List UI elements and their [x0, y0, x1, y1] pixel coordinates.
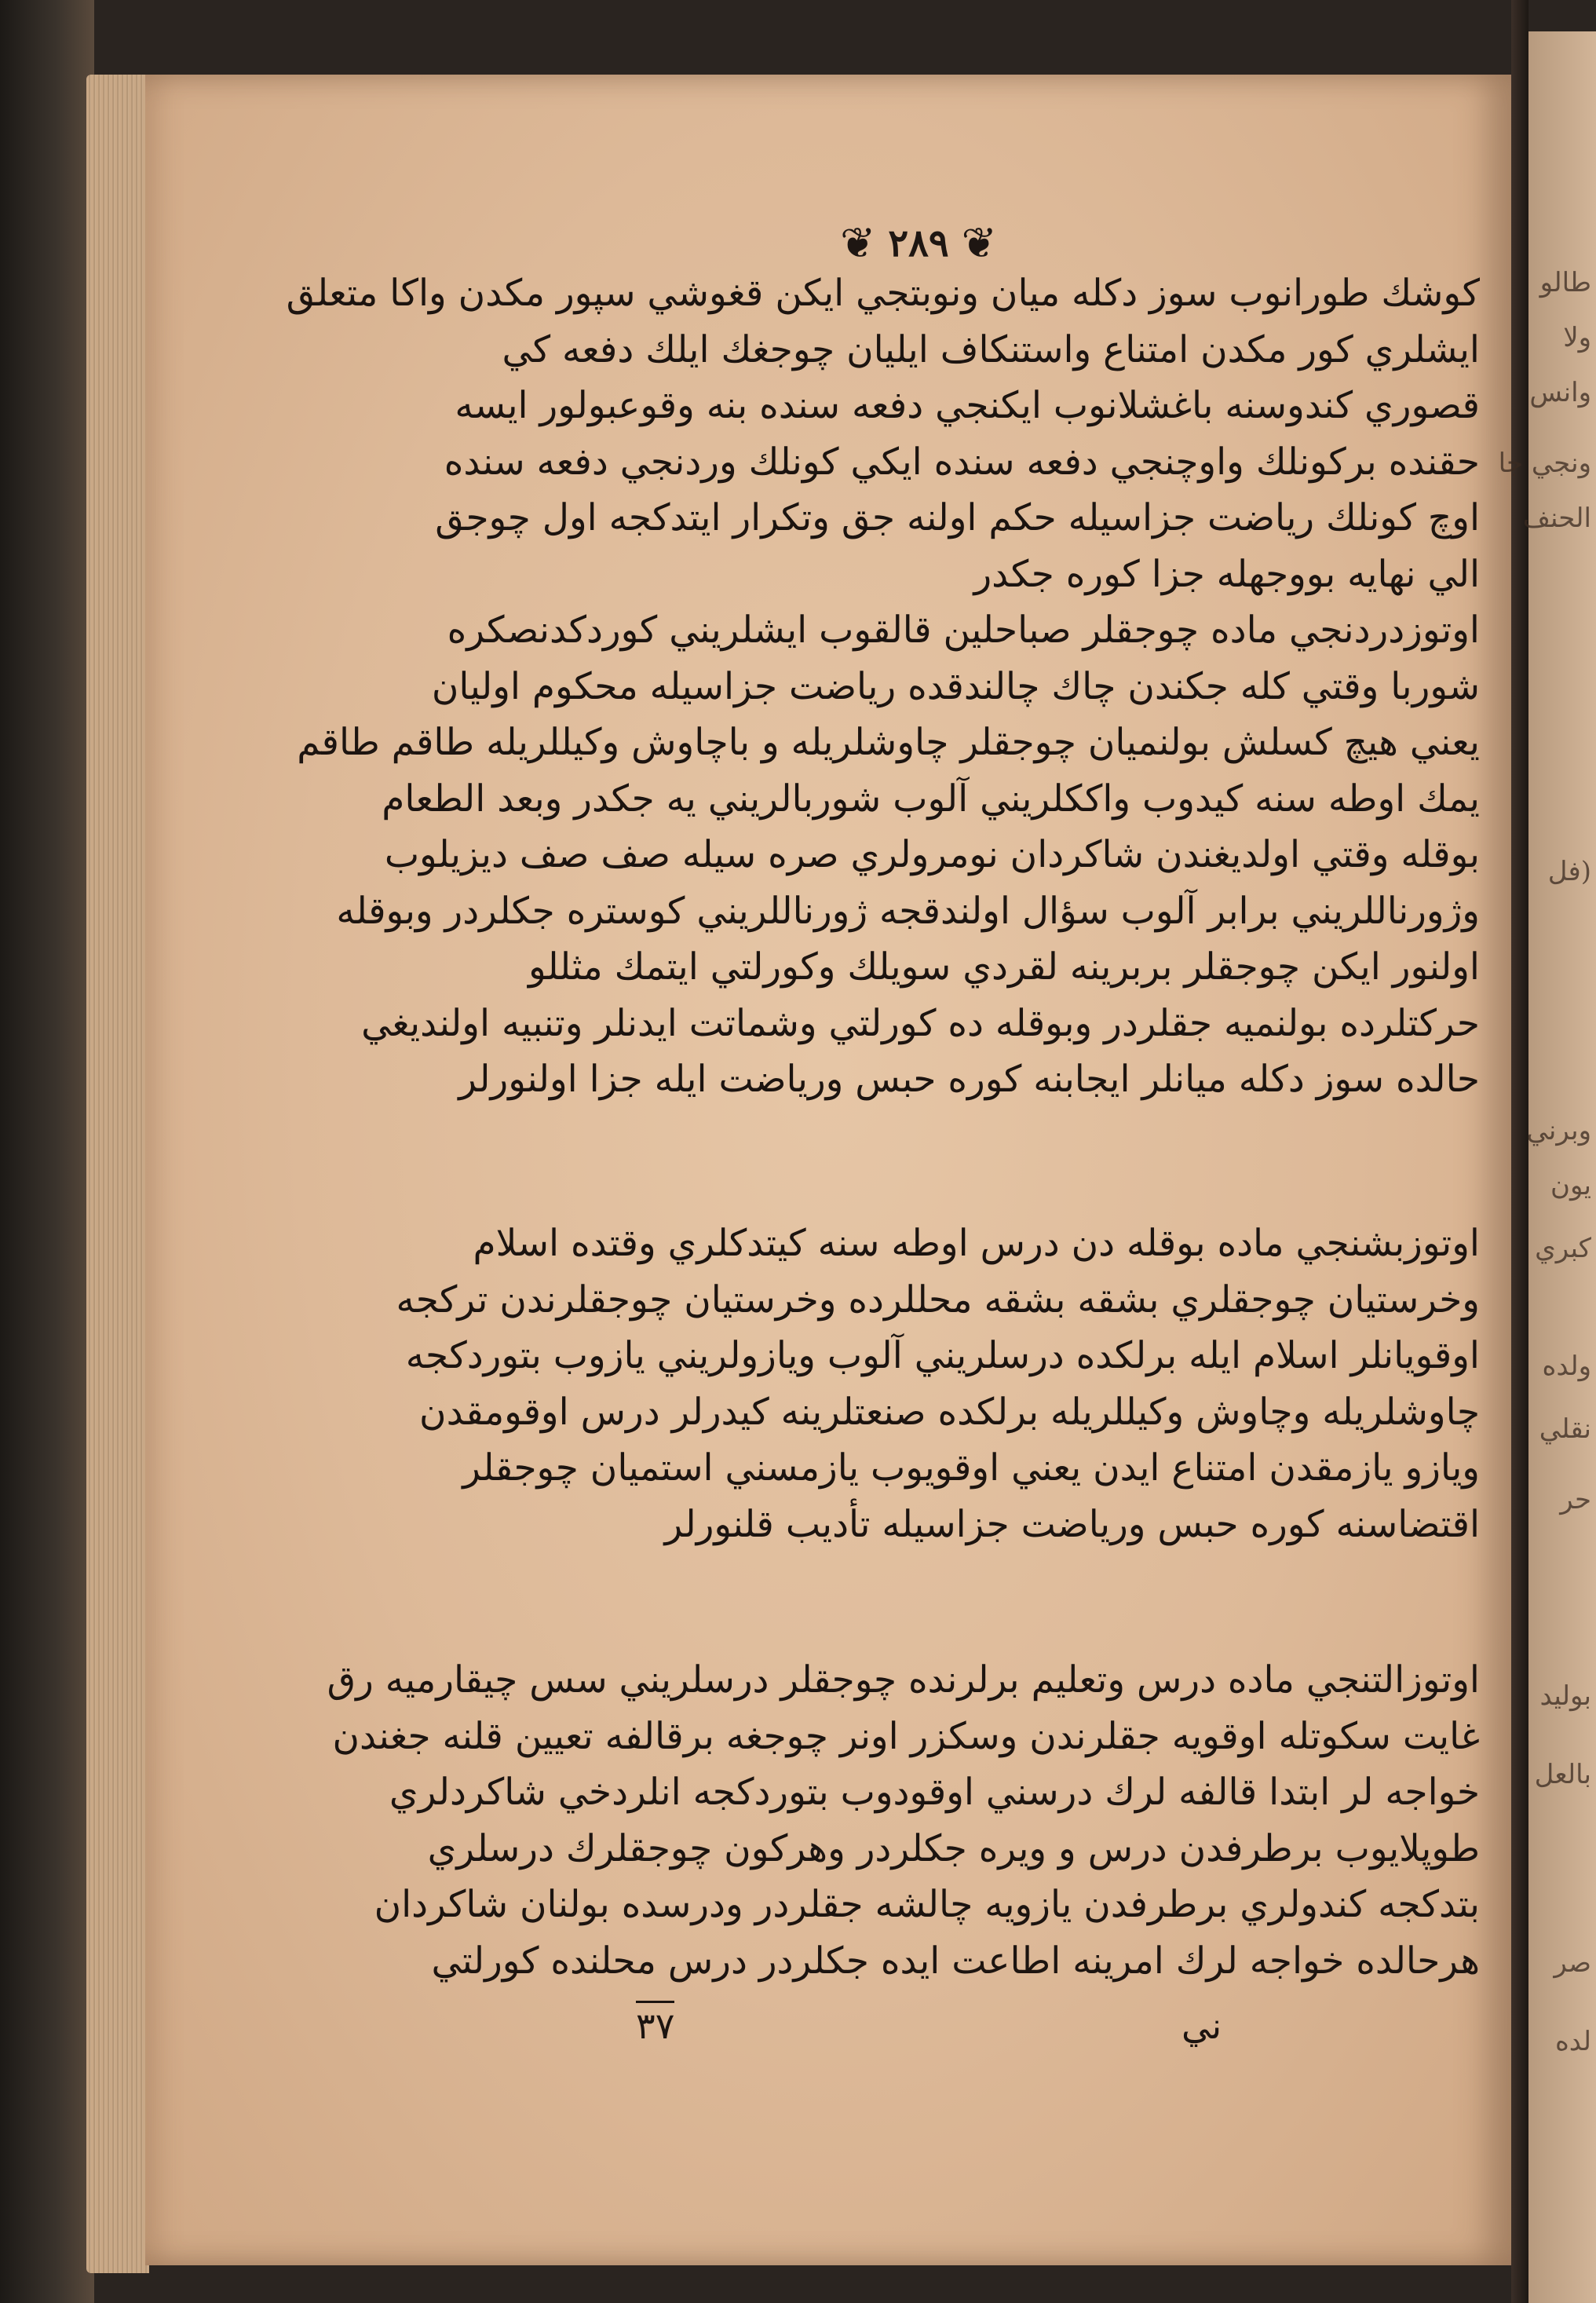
text-line: بوقله وقتي اولديغندن شاكردان نومرولري صره سيله صف صف ديزيلوب: [384, 833, 1480, 876]
adjacent-page-fragment: بوليد: [1539, 1680, 1591, 1712]
adjacent-page-fragment: نقلي: [1539, 1413, 1591, 1445]
ornament-right: ❦: [961, 218, 997, 268]
article-36-line: اوتوزالتنجي ماده درس وتعليم برلرنده چوجقلر درسلريني سس چيقارميه رق: [327, 1658, 1480, 1702]
adjacent-page-edge: [1498, 31, 1596, 2303]
adjacent-page-fragment: كبري: [1535, 1233, 1591, 1264]
adjacent-page-fragment: ولده: [1542, 1351, 1591, 1382]
text-line: خواجه لر ابتدا قالفه لرك درسني اوقودوب بتوردكجه انلردخي شاكردلري: [389, 1771, 1480, 1814]
book-gutter: [1511, 0, 1528, 2303]
adjacent-page-fragment: صر: [1554, 1947, 1591, 1979]
text-line: هرحالده خواجه لرك امرينه اطاعت ايده جكلردر درس محلنده كورلتي: [431, 1939, 1480, 1983]
text-line: شوربا وقتي كله جكندن چاك چالندقده رياضت جزاسيله محكوم اوليان: [431, 664, 1480, 708]
text-line: قصوري كندوسنه باغشلانوب ايكنجي دفعه سنده بنه وقوعبولور ايسه: [455, 384, 1480, 427]
text-line: اقتضاسنه كوره حبس ورياضت جزاسيله تأديب قلنورلر: [664, 1502, 1480, 1546]
adjacent-page-fragment: طالو: [1539, 267, 1591, 298]
text-line: غايت سكوتله اوقويه جقلرندن وسكزر اونر چوجغه برقالفه تعيين قلنه جغندن: [332, 1714, 1480, 1758]
ornament-left: ❦: [840, 218, 876, 268]
text-line: ويازو يازمقدن امتناع ايدن يعني اوقويوب يازمسني استميان چوجقلر: [462, 1446, 1480, 1490]
adjacent-page-fragment: حر: [1560, 1484, 1591, 1515]
text-line: اولنور ايكن چوجقلر بربرينه لقردي سويلك وكورلتي ايتمك مثللو: [528, 945, 1480, 989]
text-line: حركتلرده بولنميه جقلردر وبوقله ده كورلتي وشماتت ايدنلر وتنبيه اولنديغي: [361, 1001, 1480, 1045]
text-line: طوپلايوب برطرفدن درس و ويره جكلردر وهركون چوجقلرك درسلري: [427, 1826, 1480, 1870]
signature-mark: ٣٧: [636, 2001, 674, 2047]
text-line: حالده سوز دكله ميانلر ايجابنه كوره حبس ورياضت ايله جزا اولنورلر: [458, 1058, 1480, 1101]
article-36-block: [327, 1652, 1480, 1989]
text-line: يمك اوطه سنه كيدوب واككلريني آلوب شوربالريني يه جكدر وبعد الطعام: [382, 777, 1480, 821]
article-35-block: [373, 1215, 1480, 1552]
adjacent-page-fragment: وانس: [1529, 377, 1591, 408]
adjacent-page-fragment: ولا: [1563, 322, 1591, 353]
text-line: اوچ كونلك رياضت جزاسيله حكم اولنه جق وتكرار ايتدكجه اول چوجق: [435, 496, 1480, 539]
page-edges: [86, 75, 149, 2273]
adjacent-page-fragment: بالعل: [1534, 1759, 1591, 1790]
scan-background-left: [0, 0, 94, 2303]
text-line: يعني هيچ كسلش بولنميان چوجقلر چاوشلريله و باچاوش وكيللريله طاقم طاقم: [297, 721, 1480, 764]
text-line: كوشك طورانوب سوز دكله ميان ونوبتجي ايكن قغوشي سپور مكدن واكا متعلق: [286, 272, 1480, 315]
article-35-line: اوتوزبشنجي ماده بوقله دن درس اوطه سنه كيتدكلري وقتده اسلام: [473, 1222, 1480, 1265]
text-line: چاوشلريله وچاوش وكيللريله برلكده صنعتلرينه كيدرلر درس اوقومقدن: [419, 1390, 1480, 1434]
article-34-line: اوتوزدردنجي ماده چوجقلر صباحلين قالقوب ايشلريني كوردكدنصكره: [447, 609, 1480, 652]
text-block-1: [286, 265, 1480, 1108]
text-line: حقنده بركونلك واوچنجي دفعه سنده ايكي كونلك وردنجي دفعه سنده: [444, 440, 1480, 484]
adjacent-page-fragment: الحنف: [1522, 503, 1591, 534]
adjacent-page-fragment: لده: [1554, 2026, 1591, 2057]
catchword: ني: [1181, 2005, 1222, 2047]
text-line: اوقويانلر اسلام ايله برلكده درسلريني آلوب ويازولريني يازوب بتوردكجه: [405, 1334, 1480, 1377]
adjacent-page-fragment: يون: [1550, 1170, 1591, 1201]
page-number: ٢٨٩: [888, 221, 949, 265]
text-line: بتدكجه كندولري برطرفدن يازويه چالشه جقلردر ودرسده بولنان شاكردان: [374, 1883, 1480, 1926]
text-line: ايشلري كور مكدن امتناع واستنكاف ايليان چوجغك ايلك دفعه كي: [502, 327, 1480, 371]
text-line: وخرستيان چوجقلري بشقه بشقه محللرده وخرستيان چوجقلرندن تركجه: [396, 1278, 1480, 1321]
adjacent-page-fragment: وبرني: [1526, 1115, 1591, 1146]
adjacent-page-fragment: ونجي جا: [1498, 448, 1591, 479]
text-line: وژورناللريني برابر آلوب سؤال اولندقجه ژورناللريني كوستره جكلردر وبوقله: [336, 889, 1480, 933]
text-line: الي نهايه بووجهله جزا كوره جكدر: [973, 552, 1480, 596]
adjacent-page-fragment: (فل: [1547, 856, 1591, 887]
